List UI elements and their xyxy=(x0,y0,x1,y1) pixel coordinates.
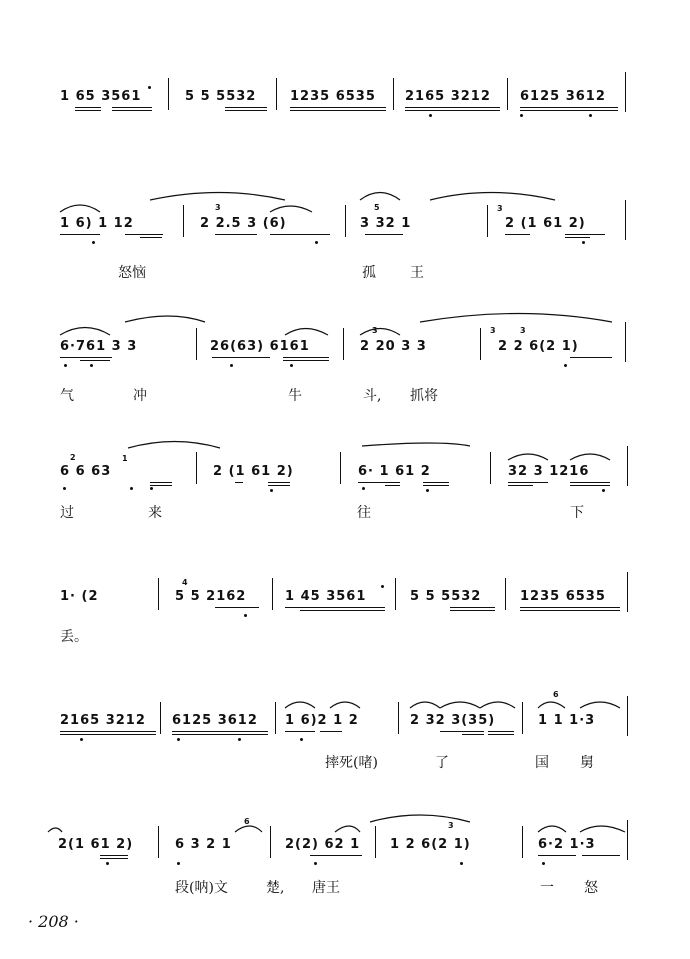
measure-4-3: 6· 1 61 2 xyxy=(358,464,431,479)
slur xyxy=(580,826,625,832)
lyric: 过 xyxy=(60,505,74,521)
measure-6-3: 1 6)2 1 2 xyxy=(285,713,359,728)
slur xyxy=(370,815,470,822)
measure-6-2: 6125 3612 xyxy=(172,713,258,728)
measure-3-4: 2 2 6(2 1) xyxy=(498,339,579,354)
measure-2-2: 2 2.5 3 (6) xyxy=(200,216,287,231)
slur xyxy=(420,314,612,323)
grace-note: 1 xyxy=(122,454,128,463)
slur xyxy=(508,454,548,460)
slur xyxy=(480,702,515,708)
slur xyxy=(235,826,262,832)
lyric: 怒 xyxy=(584,880,598,896)
measure-2-1: 1 6) 1 12 xyxy=(60,216,134,231)
grace-note: 5 xyxy=(374,203,380,212)
measure-7-2: 6 3 2 1 xyxy=(175,837,232,852)
slur xyxy=(362,443,470,446)
lyric: 气 xyxy=(60,388,74,404)
slur xyxy=(125,316,205,322)
measure-1-4: 2165 3212 xyxy=(405,89,491,104)
slur xyxy=(430,193,555,201)
slur xyxy=(440,702,480,708)
measure-7-1: 2(1 61 2) xyxy=(58,837,134,852)
measure-3-2: 26(63) 6161 xyxy=(210,339,310,354)
measure-7-3: 2(2) 62 1 xyxy=(285,837,361,852)
measure-5-2: 5 5 2162 xyxy=(175,589,247,604)
lyric: 一 xyxy=(540,880,554,896)
lyric: 怒恼 xyxy=(118,265,146,281)
slur xyxy=(538,826,566,832)
measure-4-4: 32 3 1216 xyxy=(508,464,590,479)
lyric: 王 xyxy=(410,265,424,281)
lyric: 孤 xyxy=(362,265,376,281)
measure-3-3: 2 20 3 3 xyxy=(360,339,427,354)
slur xyxy=(538,702,565,708)
lyric: 舅 xyxy=(580,755,594,771)
measure-1-2: 5 5 5532 xyxy=(185,89,257,104)
slur xyxy=(580,702,620,708)
measure-6-4: 2 32 3(35) xyxy=(410,713,496,728)
lyric: 往 xyxy=(357,505,371,521)
grace-note: 3 xyxy=(372,326,378,335)
slur xyxy=(410,702,440,708)
measure-6-1: 2165 3212 xyxy=(60,713,146,728)
measure-1-5: 6125 3612 xyxy=(520,89,606,104)
lyric: 丢。 xyxy=(60,629,88,645)
measure-3-1: 6·761 3 3 xyxy=(60,339,138,354)
grace-note: 6 xyxy=(244,817,250,826)
slur xyxy=(570,454,610,460)
lyric: 摔死(啫) xyxy=(325,755,378,771)
page-number: · 208 · xyxy=(28,912,79,931)
measure-2-3: 3 32 1 xyxy=(360,216,412,231)
lyric: 抓将 xyxy=(410,388,438,404)
measure-5-1: 1· (2 xyxy=(60,589,99,604)
grace-note: 3 xyxy=(497,204,503,213)
slur xyxy=(285,702,315,708)
measure-7-4: 1 2 6(2 1) xyxy=(390,837,471,852)
slur xyxy=(360,329,400,336)
measure-1-1: 1 65 3561 xyxy=(60,89,142,104)
slur xyxy=(285,329,328,336)
measure-5-5: 1235 6535 xyxy=(520,589,606,604)
grace-note: 3 xyxy=(520,326,526,335)
measure-1-3: 1235 6535 xyxy=(290,89,376,104)
measure-5-3: 1 45 3561 xyxy=(285,589,367,604)
slur xyxy=(128,442,220,449)
slur xyxy=(360,193,400,201)
lyric: 唐王 xyxy=(312,880,340,896)
grace-note: 2 xyxy=(70,453,76,462)
measure-5-4: 5 5 5532 xyxy=(410,589,482,604)
lyric: 下 xyxy=(570,505,584,521)
lyric: 冲 xyxy=(133,388,147,404)
lyric: 牛 xyxy=(288,388,302,404)
slur xyxy=(60,328,110,336)
grace-note: 6 xyxy=(553,690,559,699)
lyric: 了 xyxy=(435,755,449,771)
slur xyxy=(48,828,62,832)
grace-note: 3 xyxy=(490,326,496,335)
grace-note: 4 xyxy=(182,578,188,587)
slur xyxy=(60,205,100,212)
slur xyxy=(270,206,312,212)
lyric: 斗, xyxy=(363,388,382,404)
measure-4-2: 2 (1 61 2) xyxy=(213,464,294,479)
slur xyxy=(330,702,360,708)
lyric: 段(呐)文 xyxy=(175,880,228,896)
grace-note: 3 xyxy=(215,203,221,212)
measure-7-5: 6·2 1·3 xyxy=(538,837,596,852)
lyric: 国 xyxy=(535,755,549,771)
measure-4-1: 6 6 63 xyxy=(60,464,112,479)
slur xyxy=(335,826,360,832)
measure-2-4: 2 (1 61 2) xyxy=(505,216,586,231)
lyric: 来 xyxy=(148,505,162,521)
lyric: 楚, xyxy=(266,880,285,896)
measure-6-5: 1 1 1·3 xyxy=(538,713,596,728)
grace-note: 3 xyxy=(448,821,454,830)
slur xyxy=(150,193,285,201)
